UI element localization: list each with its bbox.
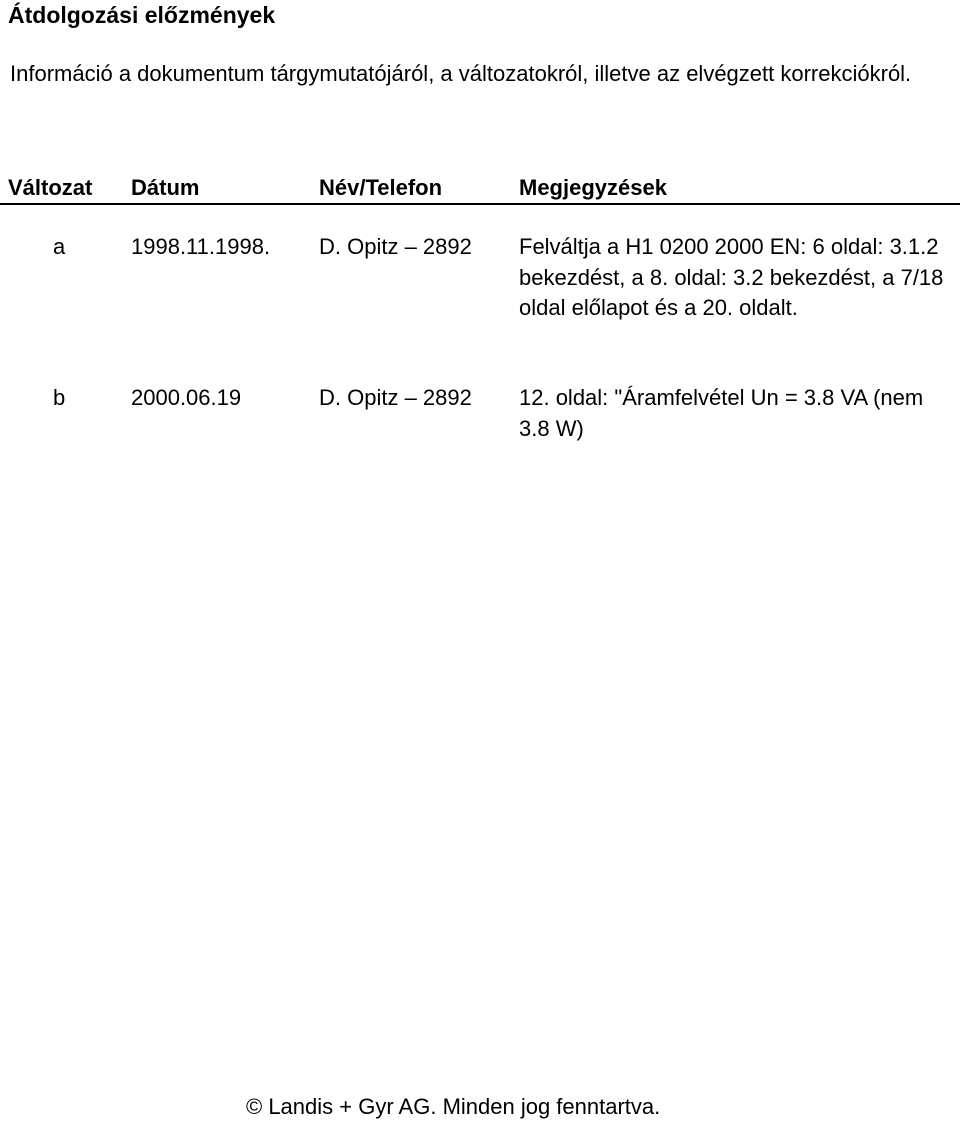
revision-history-table	[0, 173, 960, 444]
header-version: Változat	[8, 175, 93, 200]
header-notes: Megjegyzések	[519, 175, 667, 200]
header-name-phone: Név/Telefon	[319, 175, 443, 200]
table-header-row	[0, 173, 960, 205]
cell-notes: 12. oldal: "Áramfelvétel Un = 3.8 VA (nem 3.8 W)	[519, 385, 924, 441]
cell-version: a	[53, 234, 66, 259]
page-title: Átdolgozási előzmények	[8, 2, 276, 28]
cell-date: 1998.11.1998.	[131, 234, 271, 259]
cell-name-phone: D. Opitz – 2892	[319, 234, 472, 259]
table-row	[0, 383, 960, 444]
table-row	[0, 232, 960, 354]
header-date: Dátum	[131, 175, 200, 200]
cell-notes: Felváltja a H1 0200 2000 EN: 6 oldal: 3.1.2 bekezdést, a 8. oldal: 3.2 bekezdést, a 7/18 oldal előlapot és a 20. oldalt.	[519, 234, 944, 320]
copyright-footer: © Landis + Gyr AG. Minden jog fenntartva.	[246, 1094, 661, 1119]
cell-version: b	[53, 385, 66, 410]
intro-text: Információ a dokumentum tárgymutatójáról, a változatokról, illetve az elvégzett korrekciókról.	[10, 61, 912, 86]
cell-date: 2000.06.19	[131, 385, 242, 410]
cell-name-phone: D. Opitz – 2892	[319, 385, 472, 410]
